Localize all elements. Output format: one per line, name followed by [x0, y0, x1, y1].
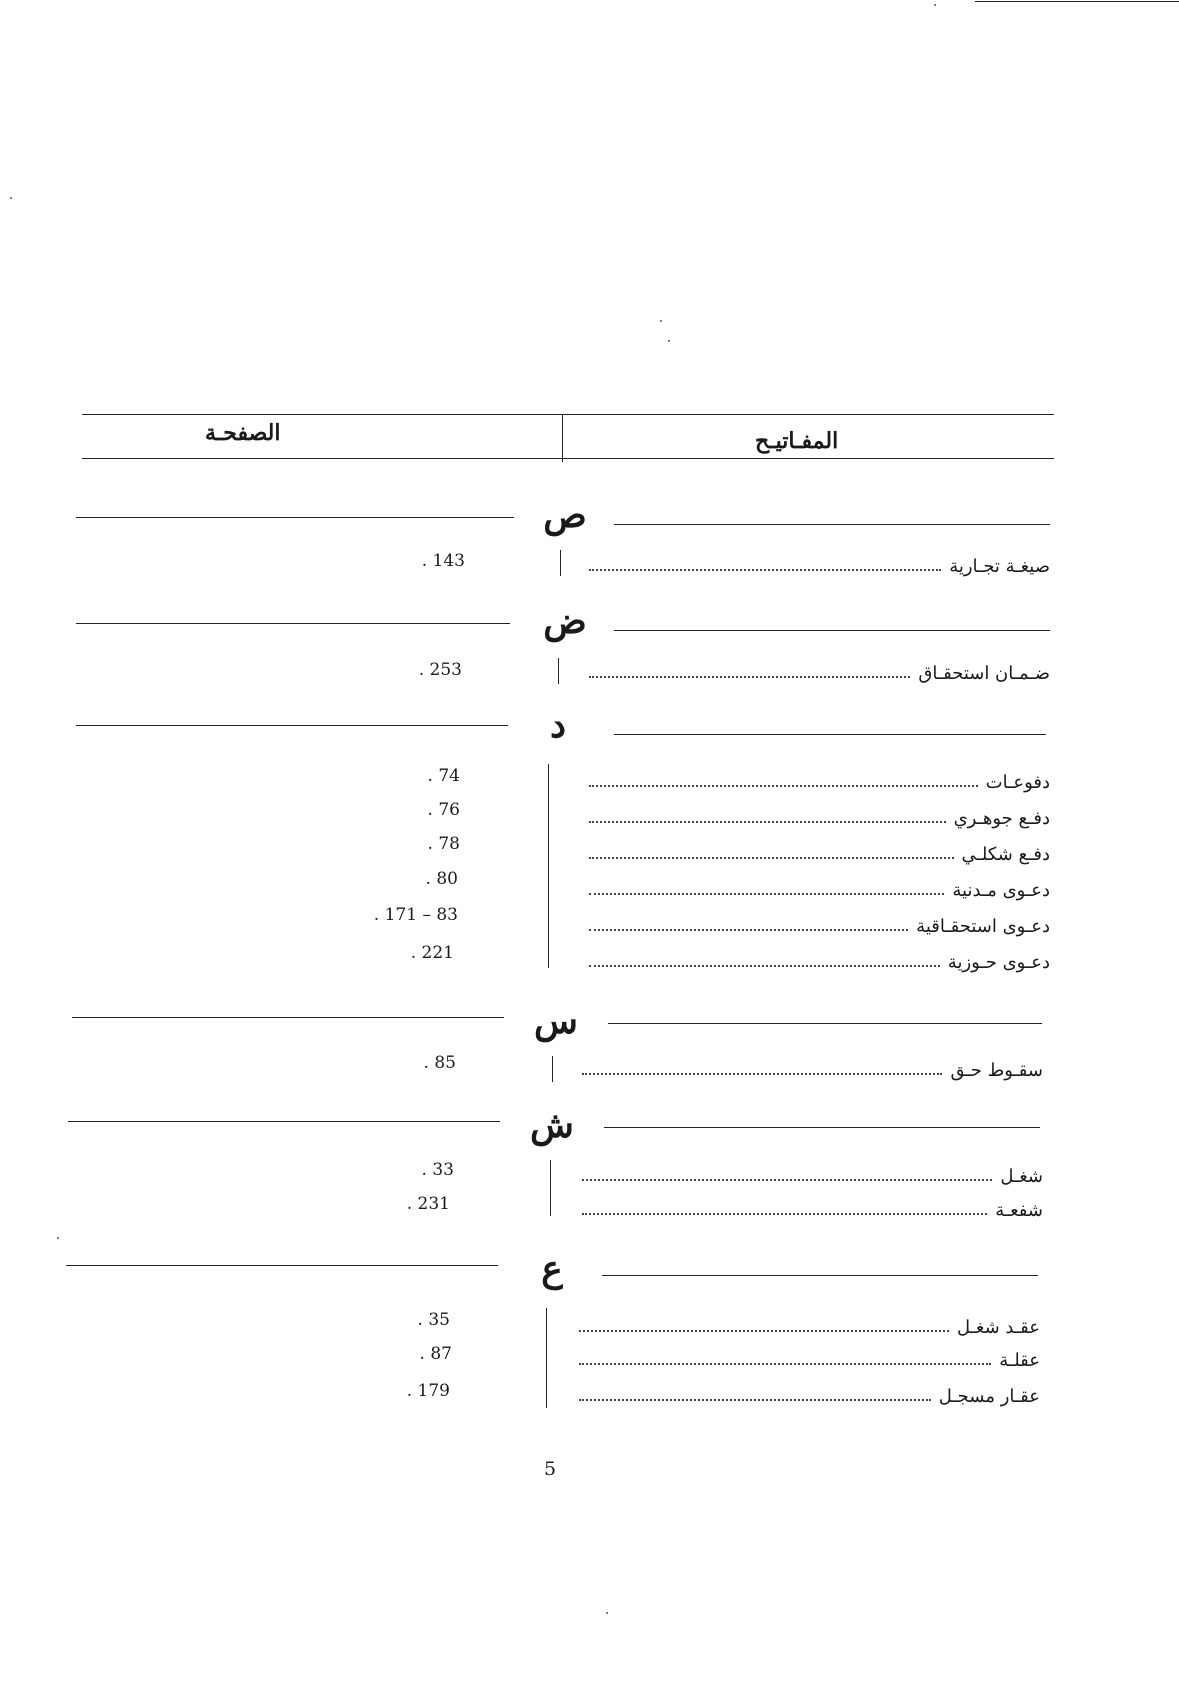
scan-speck — [606, 1612, 608, 1614]
entry-page: . 33 — [421, 1160, 454, 1180]
scan-speck — [668, 340, 670, 342]
entry-term: عقلـة — [999, 1349, 1040, 1371]
entry-term: عقـد شغـل — [957, 1316, 1040, 1338]
entry-page: . 35 — [417, 1310, 450, 1330]
scan-speck — [57, 1237, 59, 1239]
entry-term: دعـوى استحقـاقية — [916, 915, 1050, 937]
section-letter: ص — [543, 494, 587, 536]
index-entry — [585, 767, 1050, 797]
scan-speck — [660, 320, 662, 322]
header-top-rule — [82, 414, 1054, 415]
entry-term: شفعـة — [995, 1199, 1043, 1221]
entry-term: دفوعـات — [985, 771, 1050, 793]
header-divider — [562, 414, 563, 462]
index-entry — [575, 1312, 1040, 1342]
section-rule-left — [76, 623, 510, 624]
entries-divider — [560, 550, 561, 576]
page-number: 5 — [543, 1458, 557, 1480]
section-rule-left — [66, 1265, 498, 1266]
dot-leader — [579, 1330, 949, 1332]
dot-leader — [589, 965, 940, 967]
scan-edge-mark — [975, 1, 1179, 2]
dot-leader — [589, 929, 908, 931]
entries-divider — [558, 658, 559, 684]
keys-column-header: المفـاتيـح — [755, 428, 839, 454]
entries-divider — [546, 1308, 547, 1408]
dot-leader — [582, 1179, 992, 1181]
entry-page: . 87 — [419, 1344, 452, 1364]
entry-term: دفـع جوهـري — [953, 807, 1050, 829]
scan-speck — [10, 197, 12, 199]
section-rule-right — [614, 630, 1050, 631]
page-column-header: الصفحـة — [205, 420, 281, 446]
index-entry — [575, 1381, 1040, 1411]
entry-term: صيغـة تجـارية — [949, 555, 1050, 577]
dot-leader — [589, 821, 946, 823]
section-letter: س — [534, 1000, 578, 1042]
entry-page: . 179 — [406, 1381, 450, 1401]
section-rule-right — [604, 1127, 1040, 1128]
entry-page: . 231 — [406, 1194, 450, 1214]
dot-leader — [589, 857, 954, 859]
index-entry — [585, 911, 1050, 941]
index-entry — [578, 1055, 1043, 1085]
section-rule-left — [76, 725, 508, 726]
index-entry — [578, 1161, 1043, 1191]
dot-leader — [582, 1213, 987, 1215]
entries-divider — [550, 1160, 551, 1216]
index-entry — [585, 658, 1050, 688]
dot-leader — [589, 893, 944, 895]
dot-leader — [582, 1073, 942, 1075]
index-entry — [575, 1345, 1040, 1375]
entry-term: دعـوى حـوزية — [947, 951, 1050, 973]
header-bottom-rule — [82, 458, 1054, 459]
section-rule-left — [76, 517, 514, 518]
section-rule-right — [602, 1275, 1038, 1276]
section-rule-left — [68, 1121, 500, 1122]
entry-term: ضـمـان استحقـاق — [918, 662, 1050, 684]
section-rule-right — [614, 524, 1050, 525]
entry-page: . 171 – 83 — [373, 905, 458, 925]
dot-leader — [589, 569, 941, 571]
entry-page: . 76 — [427, 800, 460, 820]
entry-page: . 143 — [421, 551, 465, 571]
entry-term: شغـل — [1000, 1165, 1043, 1187]
section-letter: د — [549, 704, 567, 746]
index-entry — [585, 875, 1050, 905]
index-entry — [585, 839, 1050, 869]
section-letter: ض — [543, 600, 587, 642]
section-letter: ش — [530, 1104, 574, 1146]
entry-page: . 80 — [425, 869, 458, 889]
entry-term: دعـوى مـدنية — [952, 879, 1050, 901]
entries-divider — [552, 1056, 553, 1082]
dot-leader — [579, 1363, 991, 1365]
entry-term: سقـوط حـق — [950, 1059, 1043, 1081]
entry-page: . 221 — [410, 943, 454, 963]
index-entry — [578, 1195, 1043, 1225]
dot-leader — [589, 785, 978, 787]
entry-page: . 253 — [418, 660, 462, 680]
index-entry — [585, 947, 1050, 977]
entry-term: عقـار مسجـل — [938, 1385, 1040, 1407]
section-letter: ع — [541, 1248, 563, 1290]
dot-leader — [579, 1399, 931, 1401]
dot-leader — [589, 676, 910, 678]
entry-page: . 85 — [423, 1053, 456, 1073]
index-entry — [585, 551, 1050, 581]
entry-term: دفـع شكلـي — [961, 843, 1050, 865]
entry-page: . 74 — [427, 766, 460, 786]
index-entry — [585, 803, 1050, 833]
section-rule-left — [72, 1017, 504, 1018]
scan-speck — [934, 4, 936, 6]
section-rule-right — [614, 734, 1046, 735]
section-rule-right — [608, 1023, 1042, 1024]
entry-page: . 78 — [427, 834, 460, 854]
entries-divider — [548, 764, 549, 968]
